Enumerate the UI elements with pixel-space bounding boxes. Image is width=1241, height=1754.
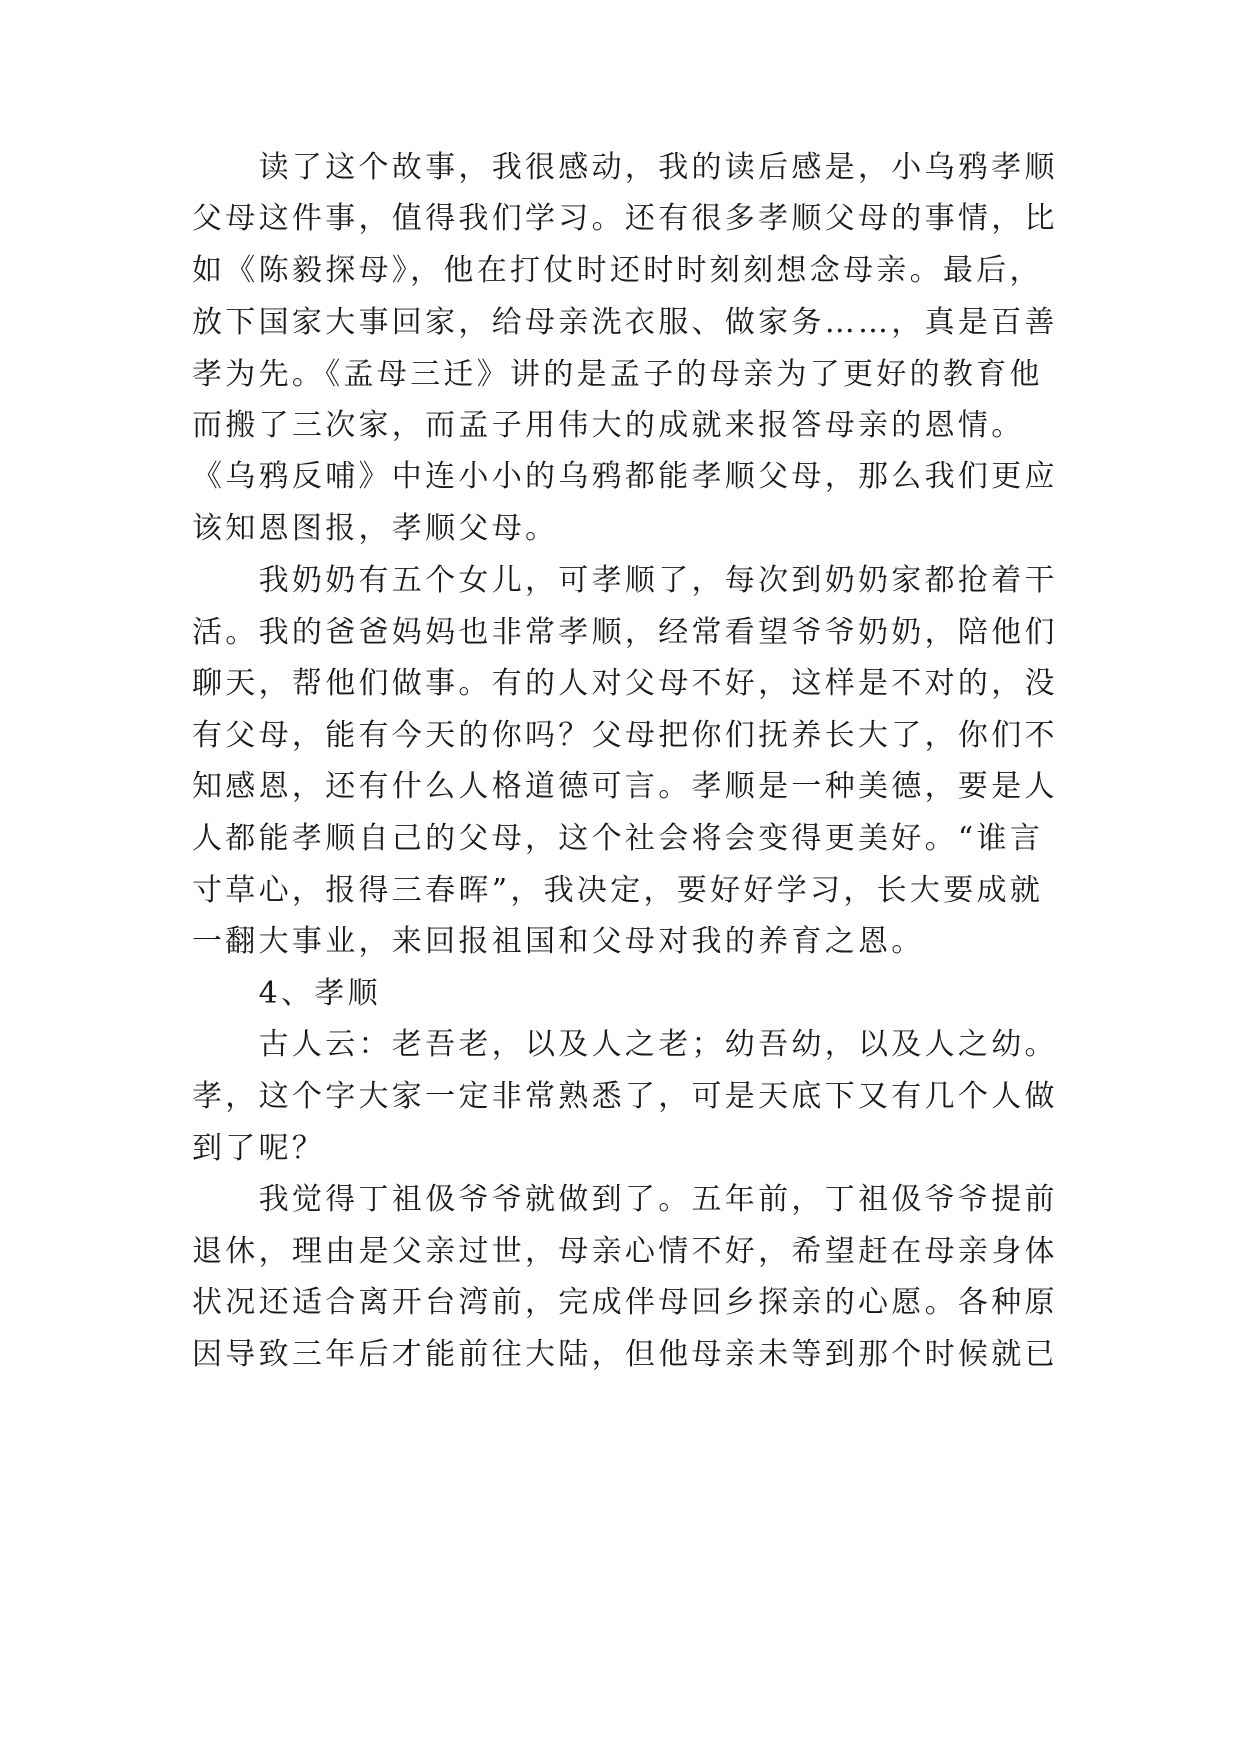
text-line: 因导致三年后才能前往大陆，但他母亲未等到那个时候就已 — [192, 1337, 1058, 1372]
section-heading: 4、孝顺 — [192, 976, 381, 1011]
text-line: 一翻大事业，来回报祖国和父母对我的养育之恩。 — [192, 924, 925, 959]
text-line: 状况还适合离开台湾前，完成伴母回乡探亲的心愿。各种原 — [192, 1285, 1058, 1320]
text-line: 人都能孝顺自己的父母，这个社会将会变得更美好。“谁言 — [192, 821, 1044, 856]
text-line: 聊天，帮他们做事。有的人对父母不好，这样是不对的，没 — [192, 666, 1058, 701]
text-line: 放下国家大事回家，给母亲洗衣服、做家务……，真是百善 — [192, 305, 1058, 340]
text-line: 有父母，能有今天的你吗？父母把你们抚养长大了，你们不 — [192, 718, 1058, 753]
text-line: 孝，这个字大家一定非常熟悉了，可是天底下又有几个人做 — [192, 1079, 1058, 1114]
text-line: 我觉得丁祖伋爷爷就做到了。五年前，丁祖伋爷爷提前 — [192, 1182, 1058, 1217]
text-line: 寸草心，报得三春晖”，我决定，要好好学习，长大要成就 — [192, 873, 1044, 908]
text-line: 而搬了三次家，而孟子用伟大的成就来报答母亲的恩情。 — [192, 408, 1025, 443]
text-line: 孝为先。《孟母三迁》讲的是孟子的母亲为了更好的教育他 — [192, 357, 1043, 392]
text-line: 到了呢？ — [192, 1131, 326, 1166]
text-line: 活。我的爸爸妈妈也非常孝顺，经常看望爷爷奶奶，陪他们 — [192, 615, 1058, 650]
text-line: 父母这件事，值得我们学习。还有很多孝顺父母的事情，比 — [192, 201, 1058, 236]
text-line: 如《陈毅探母》，他在打仗时还时时刻刻想念母亲。最后， — [192, 253, 1043, 288]
text-line: 古人云：老吾老，以及人之老；幼吾幼，以及人之幼。 — [192, 1027, 1058, 1062]
text-line: 退休，理由是父亲过世，母亲心情不好，希望赶在母亲身体 — [192, 1234, 1058, 1269]
text-line: 我奶奶有五个女儿，可孝顺了，每次到奶奶家都抢着干 — [192, 563, 1058, 598]
text-line: 知感恩，还有什么人格道德可言。孝顺是一种美德，要是人 — [192, 769, 1058, 804]
text-line: 该知恩图报，孝顺父母。 — [192, 511, 559, 546]
text-line: 《乌鸦反哺》中连小小的乌鸦都能孝顺父母，那么我们更应 — [192, 459, 1058, 494]
text-line: 读了这个故事，我很感动，我的读后感是，小乌鸦孝顺 — [192, 150, 1058, 185]
